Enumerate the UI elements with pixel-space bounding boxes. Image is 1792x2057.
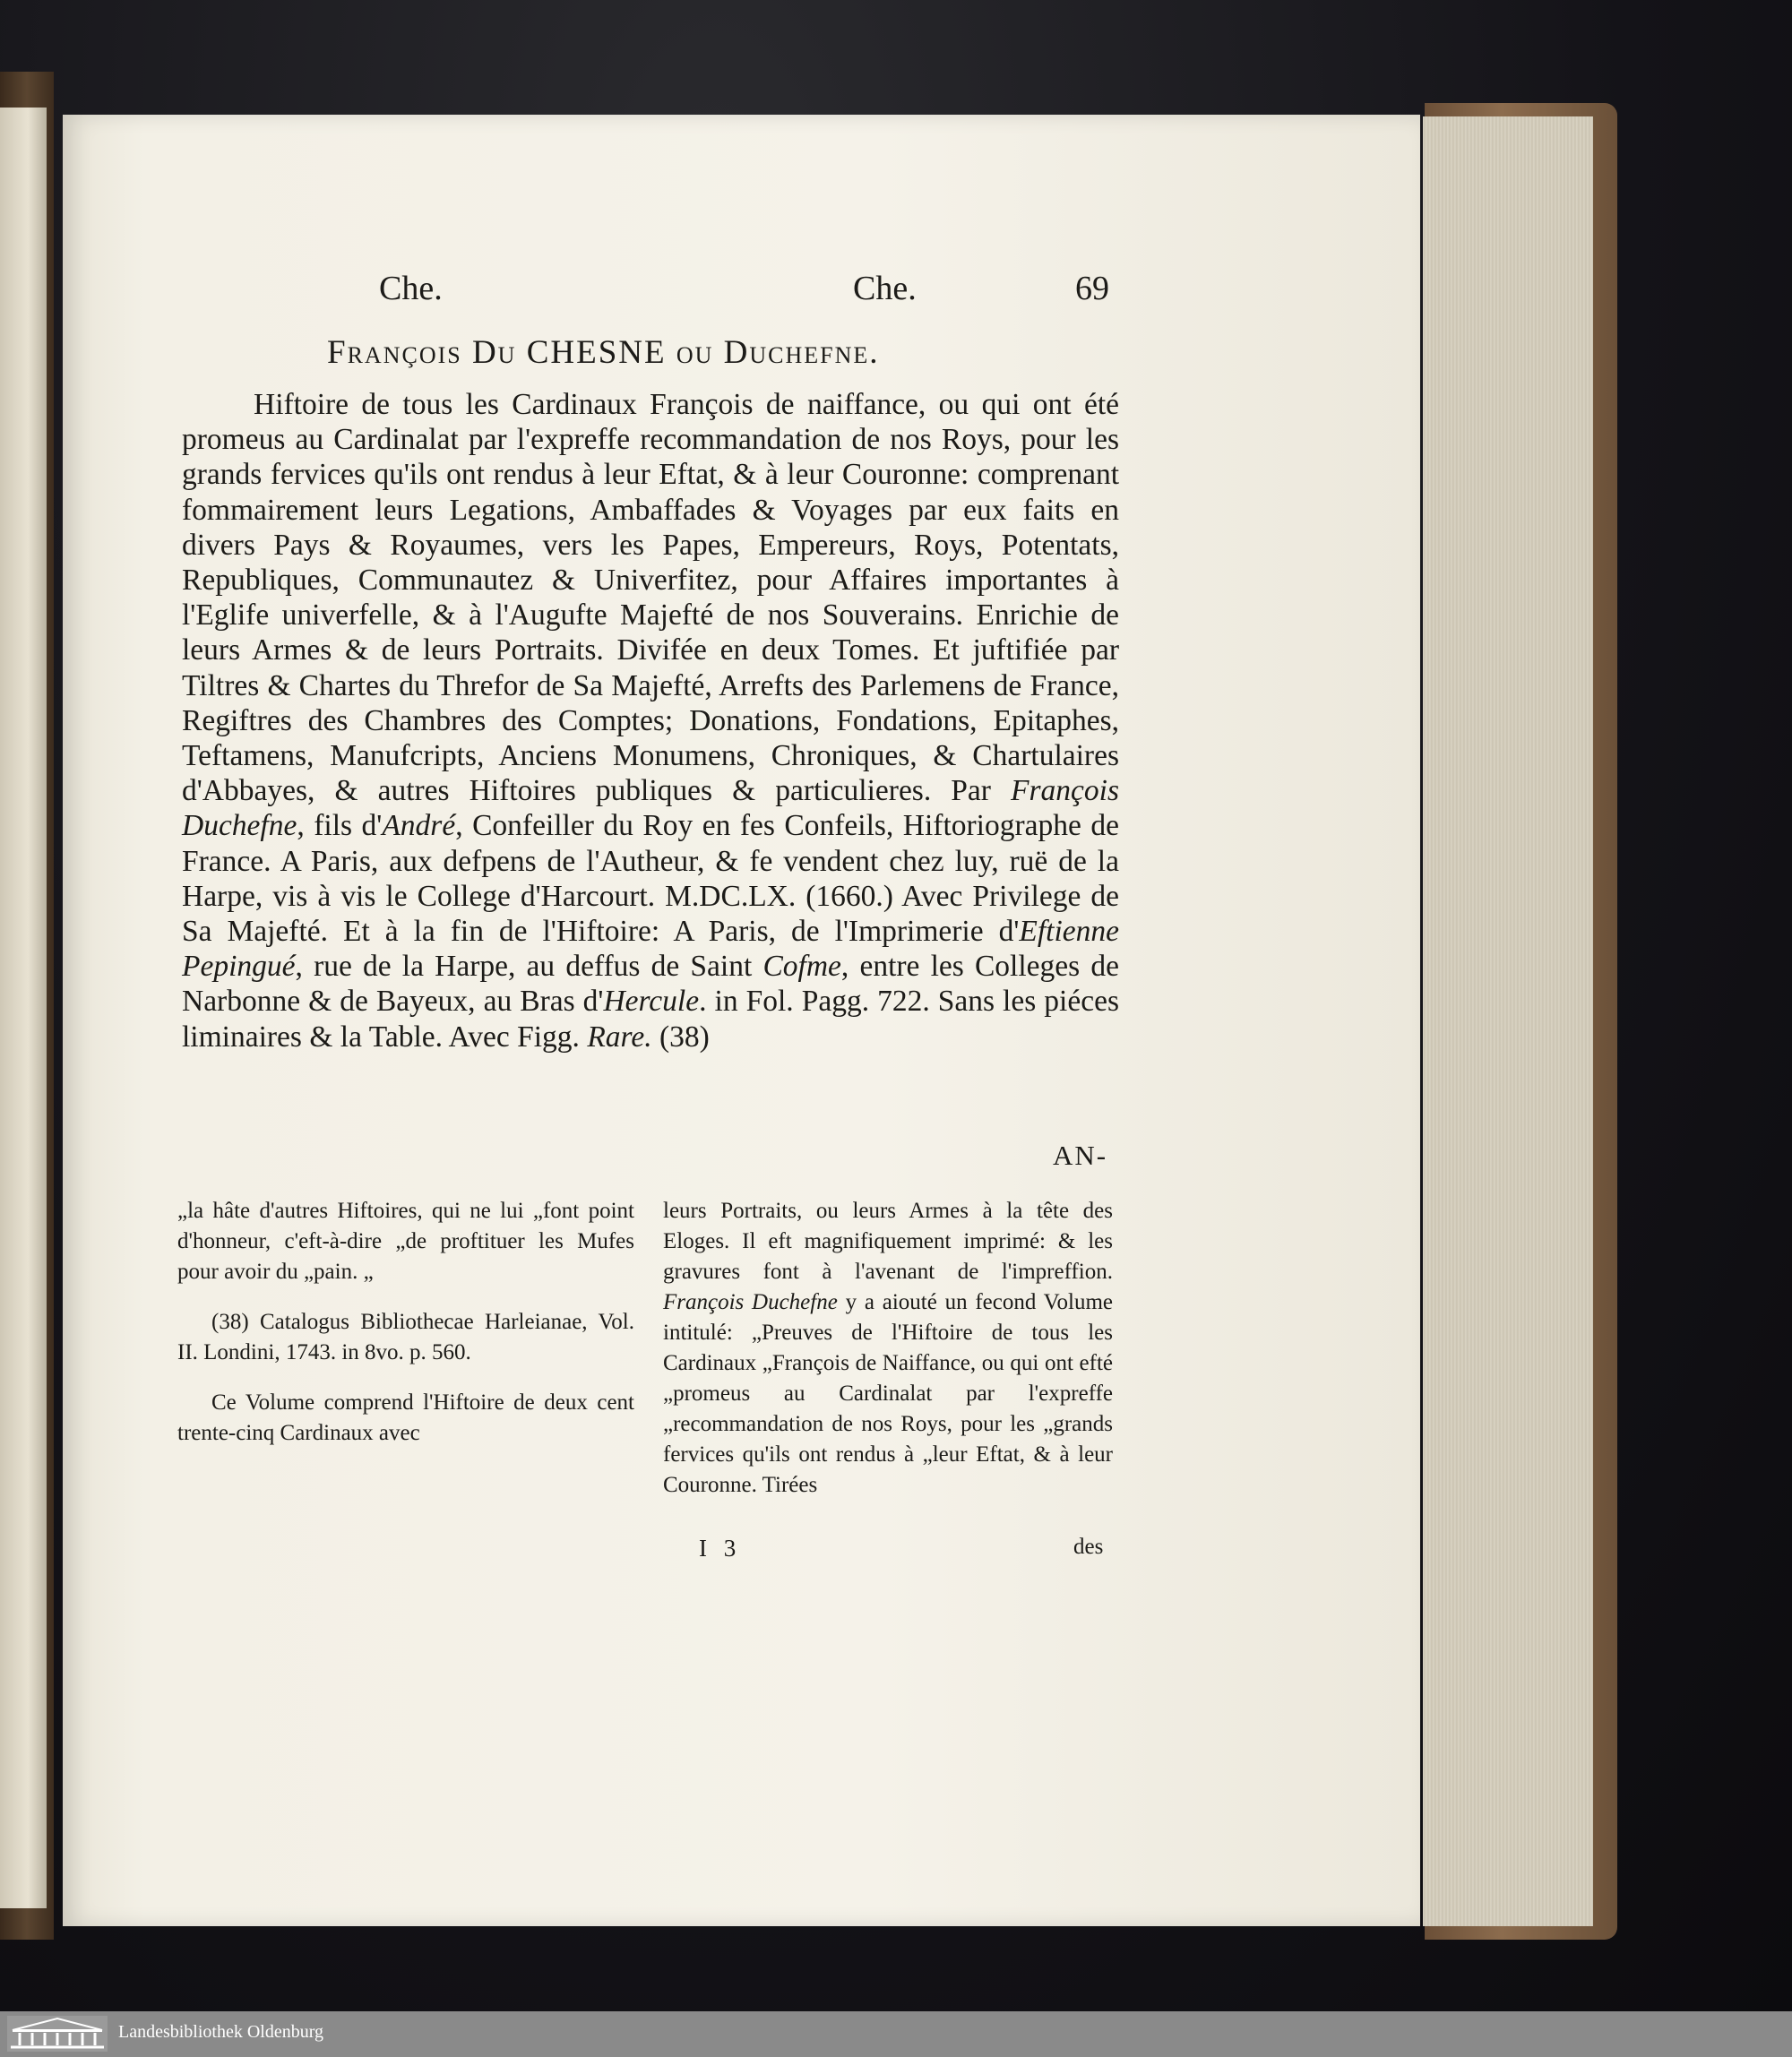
note-segment: y a aiouté un fecond Volume intitulé: „Preuves de l'Hiftoire de tous les Cardinaux „François de Naiffance, ou qui ont efté „promeus au Cardinalat par l'expreffe „recommandation de nos Roys, pour les „grands fervices qu'ils ont rendus à „leur Eftat, & à leur Couronne. Tirées xyxy=(663,1290,1113,1497)
entry-segment: Hercule xyxy=(603,985,700,1019)
entry-segment: , rue de la Harpe, au deffus de Saint xyxy=(295,950,763,984)
entry-segment: Eftienne Pepingué xyxy=(182,915,1119,984)
note-quote-end: „la hâte d'autres Hiftoires, qui ne lui „font point d'honneur, c'eft-à-dire „de proftituer les Mufes pour avoir du „pain. „ xyxy=(177,1199,634,1284)
note-segment: François Duchefne xyxy=(663,1290,838,1314)
entry-segment: , Confeiller du Roy en fes Confeils, Hiftoriographe de France. A Paris, aux defpens de l'Autheur, & fe vendent chez luy, ruë de la Harpe, vis à vis le College d'Harcourt. M.DC.LX. (1660.) Avec Privilege de Sa Majefté. Et à la fin de l'Hiftoire: A Paris, de l'Imprimerie d' xyxy=(182,809,1119,949)
running-head-center: Che. xyxy=(853,270,917,307)
page-number: 69 xyxy=(1075,270,1109,307)
note-volume: Ce Volume comprend l'Hiftoire de deux cent trente-cinq Cardinaux avec xyxy=(177,1390,634,1445)
entry-segment: André xyxy=(382,809,456,843)
note-segment: leurs Portraits, ou leurs Armes à la tête des Eloges. Il eft magnifiquement imprimé: & les gravures font à l'avenant de l'impreffion. xyxy=(663,1199,1113,1284)
page-stack-edges xyxy=(1423,116,1593,1926)
footnote-38: (38) Catalogus Bibliothecae Harleianae, Vol. II. Londini, 1743. in 8vo. p. 560. xyxy=(177,1310,634,1364)
signature-mark: I 3 xyxy=(699,1535,742,1562)
running-head-left: Che. xyxy=(379,270,443,307)
entry-segment: Cofme xyxy=(762,950,841,984)
entry-segment: Hiftoire de tous les Cardinaux François de naiffance, ou qui ont été promeus au Cardinalat par l'expreffe recommandation de nos Roys, pour les grands fervices qu'ils ont rendus à leur Eftat, & à leur Couronne: comprenant fommairement leurs Legations, Ambaffades & Voyages par eux faits en divers Pays & Royaumes, vers les Papes, Empereurs, Roys, Potentats, Republiques, Communautez & Univerfitez, pour Affaires importantes à l'Eglife univerfelle, & à l'Augufte Majefté de nos Souverains. Enrichie de leurs Armes & de leurs Portraits. Divifée en deux Tomes. Et juftifiée par Tiltres & Chartes du Threfor de Sa Majefté, Arrefts des Parlemens de France, Regiftres des Chambres des Comptes; Donations, Fondations, Epitaphes, Teftamens, Manufcripts, Anciens Monumens, Chroniques, & Chartulaires d'Abbayes, & autres Hiftoires publiques & particulieres. Par xyxy=(182,388,1119,808)
entry-title: François Du CHESNE ou Duchefne. xyxy=(327,334,880,371)
entry-body xyxy=(182,387,1119,1054)
catchword-notes: des xyxy=(1073,1535,1104,1559)
entry-segment: (38) xyxy=(651,1020,710,1054)
note-right-text xyxy=(663,1196,1113,1501)
entry-segment: Rare. xyxy=(587,1020,652,1054)
entry-segment: . in Fol. Pagg. 722. Sans les piéces liminaires & la Table. Avec Figg. xyxy=(182,985,1119,1054)
left-page-edge xyxy=(0,108,47,1908)
entry-segment: François Duchefne xyxy=(182,774,1119,843)
library-building-icon xyxy=(7,2016,108,2052)
notes-right-column xyxy=(663,1196,1113,1501)
entry-body-text xyxy=(182,388,1119,1054)
footer-institution-label: Landesbibliothek Oldenburg xyxy=(118,2022,324,2042)
entry-segment: , fils d' xyxy=(297,809,383,843)
catchword-main: AN- xyxy=(1053,1140,1108,1171)
footer-bar xyxy=(0,2011,1792,2057)
entry-segment: , entre les Colleges de Narbonne & de Bayeux, au Bras d' xyxy=(182,950,1119,1019)
notes-left-column xyxy=(177,1196,634,1468)
